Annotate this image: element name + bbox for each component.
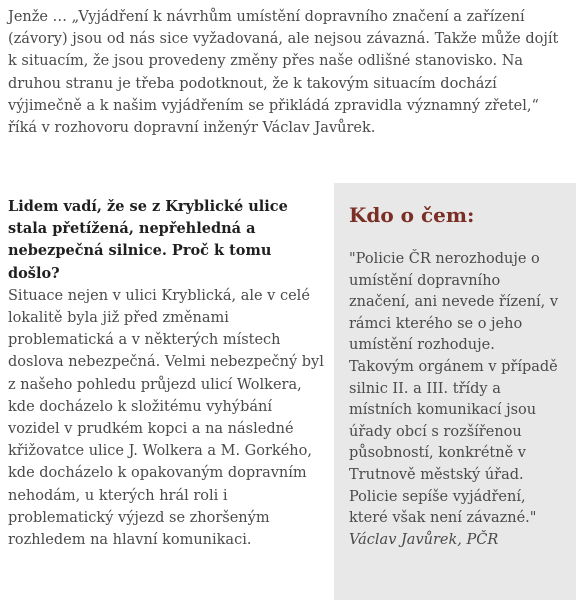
sidebar-title: Kdo o čem: bbox=[349, 203, 475, 227]
sidebar-quote: "Policie ČR nerozhoduje o umístění dopravního značení, ani nevede řízení, v rámci kterého se o jeho umístění rozhoduje. Takovým orgánem v případě silnic II. a III. třídy a místních komunikací jsou úřady obcí s rozšířenou působností, konkrétně v Trutnově městský úřad. Policie sepíše vyjádření, které však není závazné." bbox=[349, 251, 559, 527]
quote-sidebar bbox=[334, 183, 576, 600]
interview-answer: Situace nejen v ulici Kryblická, ale v celé lokalitě byla již před změnami problematická a v některých místech doslova nebezpečná. Velmi nebezpečný byl z našeho pohledu průjezd ulicí Wolkera, kde docházelo k složitému vyhýbání vozidel v prudkém kopci a na následné křižovatce ulice J. Wolkera a M. Gorkého, kde docházelo k opakovaným dopravním nehodám, u kterých hrál roli i problematický výjezd se zhoršeným rozhledem na hlavní komunikaci. bbox=[8, 287, 324, 549]
sidebar-author: Václav Javůrek, PČR bbox=[349, 531, 499, 548]
interview-question: Lidem vadí, že se z Kryblické ulice stala přetížená, nepřehledná a nebezpečná silnice. Proč k tomu došlo? bbox=[8, 198, 288, 282]
interview-column bbox=[8, 196, 328, 551]
intro-paragraph: Jenže … „Vyjádření k návrhům umístění dopravního značení a zařízení (závory) jsou od nás sice vyžadovaná, ale nejsou závazná. Takže může dojít k situacím, že jsou provedeny změny přes naše odlišné stanovisko. Na druhou stranu je třeba podotknout, že k takovým situacím dochází výjimečně a k našim vyjádřením se přikládá zpravidla významný zřetel,“ říká v rozhovoru dopravní inženýr Václav Javůrek. bbox=[8, 9, 559, 137]
